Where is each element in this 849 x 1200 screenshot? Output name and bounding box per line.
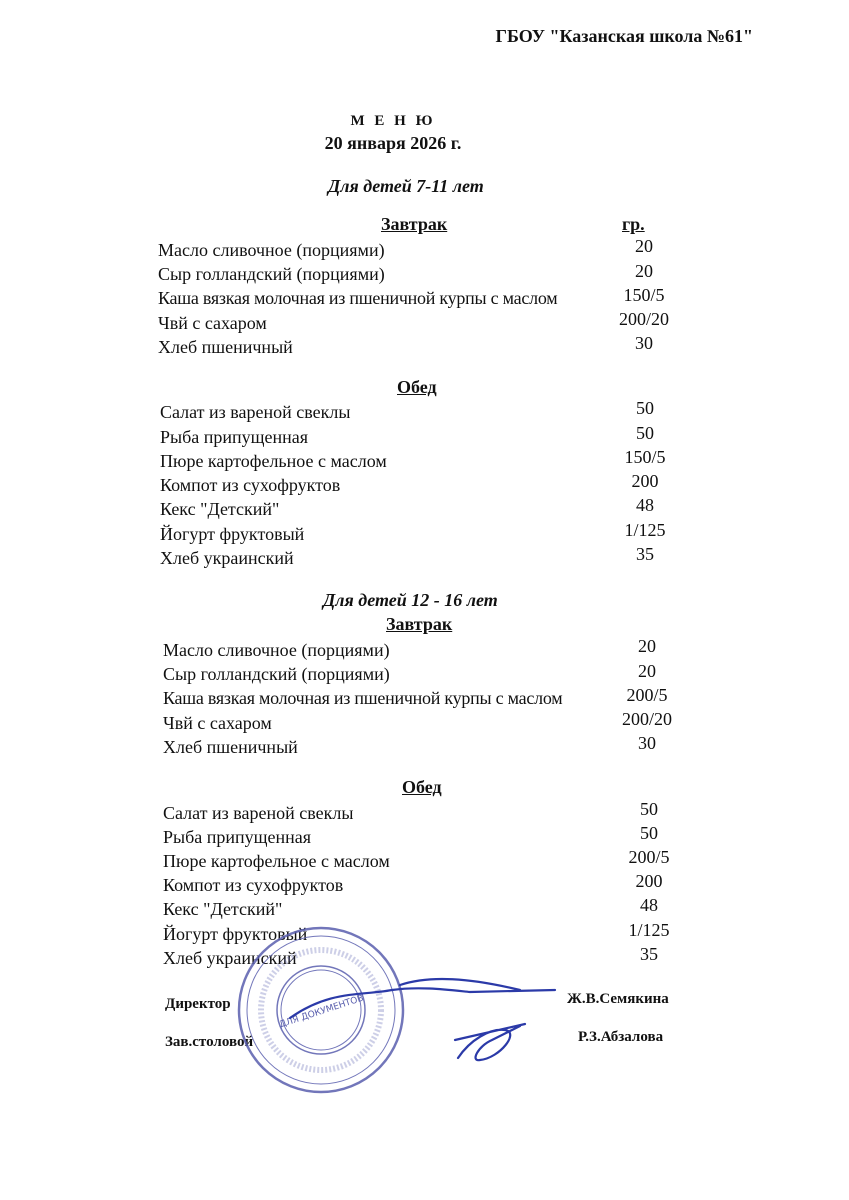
director-name: Ж.В.Семякина: [567, 991, 669, 1007]
menu-item-qty: 200/5: [628, 847, 670, 867]
organization-name: ГБОУ "Казанская школа №61": [495, 26, 753, 46]
meal-lunch-12-16: Обед: [402, 777, 442, 797]
menu-item: Салат из вареной свеклы: [163, 803, 354, 823]
menu-item-qty: 48: [640, 895, 658, 915]
menu-title: М Е Н Ю: [350, 113, 436, 129]
menu-item: Масло сливочное (порциями): [163, 640, 390, 660]
menu-item-qty: 20: [638, 661, 656, 681]
menu-item: Хлеб пшеничный: [163, 737, 298, 757]
menu-item: Чвй с сахаром: [163, 713, 272, 733]
canteen-head-title: Зав.столовой: [165, 1034, 254, 1050]
menu-item: Масло сливочное (порциями): [158, 240, 385, 260]
canteen-head-name: Р.З.Абзалова: [578, 1029, 664, 1045]
menu-item-qty: 20: [638, 636, 656, 656]
menu-item-qty: 30: [638, 733, 656, 753]
menu-item: Рыба припущенная: [163, 827, 312, 847]
canteen-head-signature: [455, 1024, 525, 1060]
menu-item: Каша вязкая молочная из пшеничной курпы с маслом: [158, 288, 558, 308]
menu-item-qty: 35: [636, 544, 654, 564]
menu-item-qty: 30: [635, 333, 653, 353]
age-group-12-16: Для детей 12 - 16 лет: [323, 590, 498, 610]
menu-item: Хлеб украинский: [160, 548, 294, 568]
menu-item-qty: 1/125: [624, 520, 666, 540]
menu-item: Салат из вареной свеклы: [160, 402, 351, 422]
menu-item-qty: 150/5: [623, 285, 665, 305]
menu-item: Компот из сухофруктов: [163, 875, 344, 895]
meal-breakfast-12-16: Завтрак: [386, 614, 453, 634]
menu-item: Пюре картофельное с маслом: [160, 451, 387, 471]
menu-item-qty: 50: [636, 423, 654, 443]
menu-item-qty: 50: [636, 398, 654, 418]
menu-item: Рыба припущенная: [160, 427, 309, 447]
menu-item: Каша вязкая молочная из пшеничной курпы с маслом: [163, 688, 563, 708]
menu-item-qty: 200/20: [618, 309, 669, 329]
menu-date: 20 января 2026 г.: [324, 133, 462, 153]
menu-item: Кекс "Детский": [160, 499, 280, 519]
menu-item: Компот из сухофруктов: [160, 475, 341, 495]
director-title: Директор: [165, 996, 231, 1012]
menu-item-qty: 1/125: [628, 920, 670, 940]
menu-item: Кекс "Детский": [163, 899, 283, 919]
menu-item-qty: 200: [631, 471, 659, 491]
menu-item-qty: 35: [640, 944, 658, 964]
qty-header: гр.: [622, 214, 645, 234]
menu-item: Сыр голландский (порциями): [163, 664, 390, 684]
meal-breakfast-7-11: Завтрак: [381, 214, 448, 234]
menu-item-qty: 200/5: [626, 685, 668, 705]
age-group-7-11: Для детей 7-11 лет: [328, 176, 484, 196]
menu-item-qty: 48: [636, 495, 654, 515]
meal-lunch-7-11: Обед: [397, 377, 437, 397]
menu-item: Сыр голландский (порциями): [158, 264, 385, 284]
menu-item: Хлеб украинский: [163, 948, 297, 968]
menu-item-qty: 50: [640, 799, 658, 819]
stamp-center-text: ДЛЯ ДОКУМЕНТОВ: [278, 993, 365, 1031]
menu-item-qty: 200/20: [621, 709, 672, 729]
menu-item: Йогурт фруктовый: [163, 924, 308, 944]
menu-item-qty: 20: [635, 261, 653, 281]
menu-item-qty: 150/5: [624, 447, 666, 467]
menu-item: Пюре картофельное с маслом: [163, 851, 390, 871]
menu-item-qty: 20: [635, 236, 653, 256]
menu-item: Чвй с сахаром: [158, 313, 267, 333]
director-signature: [290, 979, 555, 1018]
menu-item: Йогурт фруктовый: [160, 524, 305, 544]
menu-item-qty: 50: [640, 823, 658, 843]
menu-item-qty: 200: [635, 871, 663, 891]
menu-item: Хлеб пшеничный: [158, 337, 293, 357]
